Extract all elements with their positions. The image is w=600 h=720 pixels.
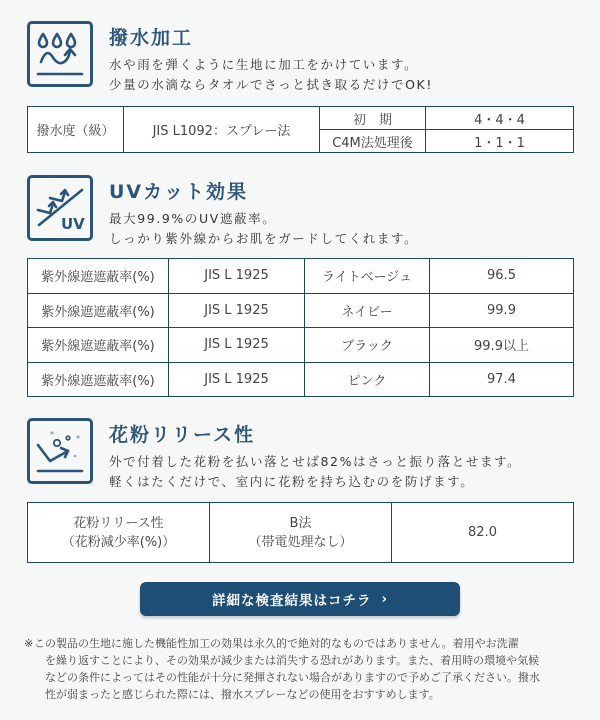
cell-line: B法 — [289, 515, 312, 531]
table-row — [28, 293, 574, 328]
table-cell-label: 紫外線遮遮蔽率(%) — [28, 328, 169, 363]
button-label: 詳細な検査結果はコチラ — [212, 593, 372, 609]
table-cell-label: 撥水度（級） — [28, 107, 124, 153]
table-cell-label: 紫外線遮遮蔽率(%) — [28, 293, 169, 328]
table-row — [28, 259, 574, 294]
table-row — [28, 362, 574, 397]
uv-cut-table — [27, 258, 574, 397]
table-cell-method: JIS L 1925 — [169, 328, 305, 363]
desc-line: 水や雨を弾くように生地に加工をかけています。 — [109, 57, 419, 72]
pollen-release-table — [27, 502, 574, 563]
water-repellent-table — [27, 106, 574, 153]
section-description — [109, 452, 521, 492]
table-cell-method: JIS L1092：スプレー法 — [124, 107, 320, 153]
table-cell-value: 4・4・4 — [426, 107, 574, 130]
disclaimer-note — [24, 635, 584, 703]
table-cell-value: 97.4 — [430, 362, 574, 397]
table-cell-color: ライトベージュ — [305, 259, 430, 294]
table-cell-color: ブラック — [305, 328, 430, 363]
table-cell-method: JIS L 1925 — [169, 293, 305, 328]
table-row — [28, 328, 574, 363]
table-cell-condition: 初 期 — [320, 107, 426, 130]
section-title: 花粉リリース性 — [109, 424, 256, 446]
table-cell-label: 紫外線遮遮蔽率(%) — [28, 362, 169, 397]
table-cell-value: 99.9以上 — [430, 328, 574, 363]
note-body — [24, 635, 584, 703]
desc-line: 最大99.9%のUV遮蔽率。 — [109, 211, 277, 226]
desc-line: 少量の水滴ならタオルでさっと拭き取るだけでOK! — [109, 77, 433, 92]
table-cell-value: 1・1・1 — [426, 130, 574, 153]
section-title: 撥水加工 — [109, 27, 194, 49]
table-cell-method — [210, 503, 392, 563]
svg-text:UV: UV — [61, 215, 85, 233]
desc-line: 外で付着した花粉を払い落とせば82%はさっと振り落とせます。 — [109, 454, 522, 469]
uv-block-icon — [27, 175, 93, 241]
note-line: などの条件によってはその性能が十分に発揮されない場合がありますので予めご了承ください。撥水 — [45, 671, 540, 684]
pollen-release-icon — [27, 418, 93, 484]
detailed-results-button[interactable] — [140, 582, 460, 616]
table-cell-method: JIS L 1925 — [169, 362, 305, 397]
section-description — [109, 209, 418, 249]
note-line: 性が弱まったと感じられた際には、撥水スプレーなどの使用をおすすめします。 — [45, 688, 440, 701]
table-cell-value: 82.0 — [392, 503, 574, 563]
section-description — [109, 55, 433, 95]
table-cell-condition: C4M法処理後 — [320, 130, 426, 153]
desc-line: しっかり紫外線からお肌をガードしてくれます。 — [109, 231, 419, 246]
cell-line: 花粉リリース性 — [73, 515, 164, 531]
table-cell-value: 96.5 — [430, 259, 574, 294]
table-row — [28, 107, 574, 130]
section-title: UVカット効果 — [109, 181, 248, 203]
table-cell-color: ネイビー — [305, 293, 430, 328]
desc-line: 軽くはたくだけで、室内に花粉を持ち込むのを防げます。 — [109, 474, 475, 489]
table-cell-label — [28, 503, 210, 563]
note-mark: ※ — [24, 637, 34, 650]
note-line: を繰り返すことにより、その効果が減少または消失する恐れがあります。また、着用時の環境や気候 — [45, 654, 540, 667]
cell-line: （帯電処理なし） — [248, 534, 353, 550]
water-drops-repel-icon — [27, 21, 93, 87]
table-cell-color: ピンク — [305, 362, 430, 397]
note-line: この製品の生地に施した機能性加工の効果は永久的で絶対的なものではありません。着用やお洗濯 — [34, 637, 519, 650]
table-cell-value: 99.9 — [430, 293, 574, 328]
table-cell-label: 紫外線遮遮蔽率(%) — [28, 259, 169, 294]
table-cell-method: JIS L 1925 — [169, 259, 305, 294]
table-row — [28, 503, 574, 563]
cell-line: （花粉減少率(%)） — [61, 534, 176, 550]
chevron-right-icon: › — [381, 591, 388, 607]
